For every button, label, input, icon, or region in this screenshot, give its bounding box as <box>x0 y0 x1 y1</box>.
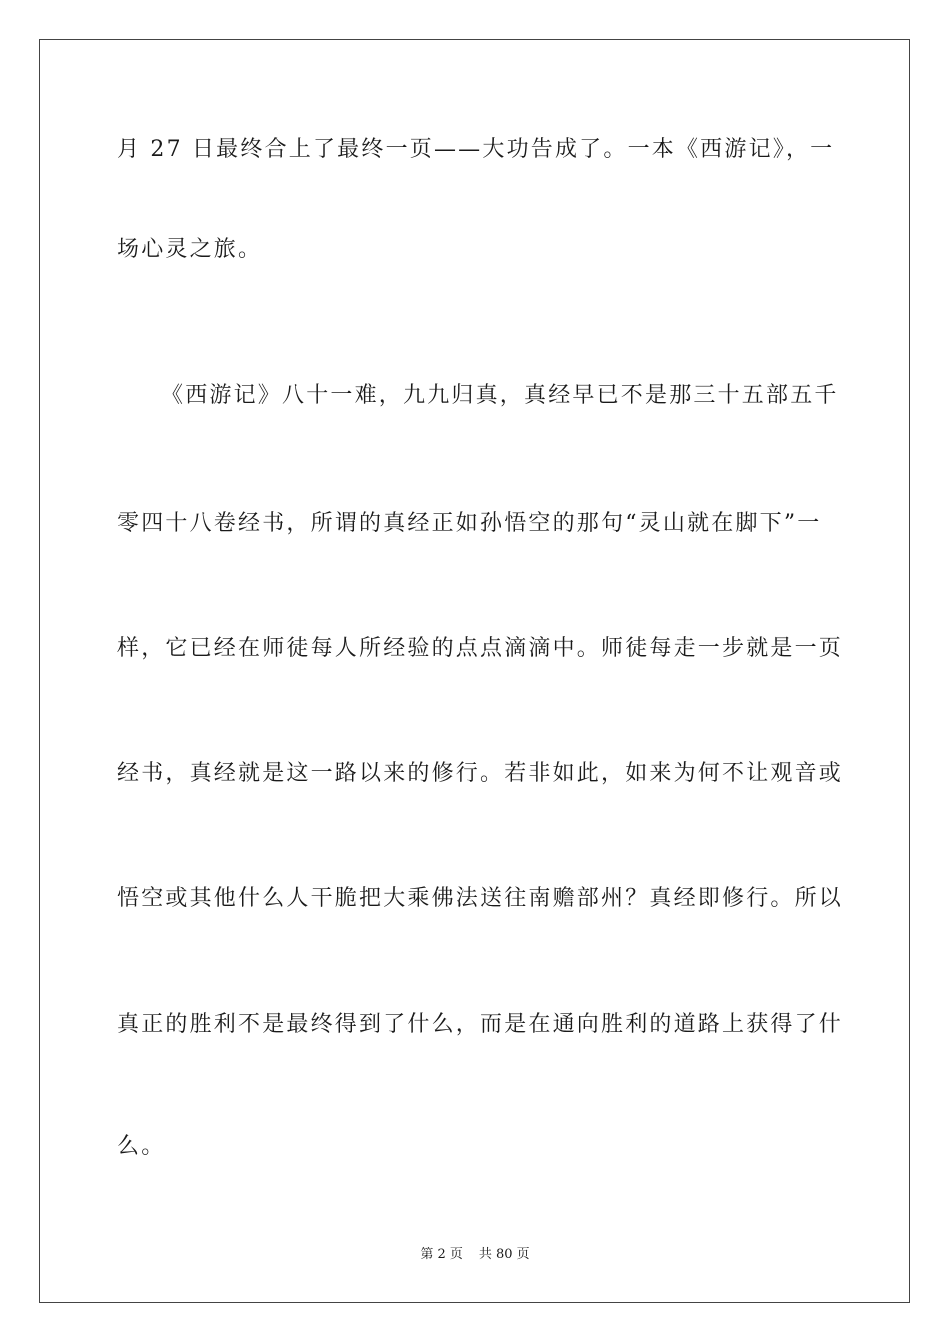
page-footer <box>0 1247 950 1263</box>
text-line: 悟空或其他什么人干脆把大乘佛法送往南赡部州？真经即修行。所以 <box>117 886 844 911</box>
text-line: 经书，真经就是这一路以来的修行。若非如此，如来为何不让观音或 <box>117 761 844 786</box>
page-number: 第 2 页 <box>420 1247 463 1262</box>
text-line: 真正的胜利不是最终得到了什么，而是在通向胜利的道路上获得了什 <box>117 1012 844 1037</box>
text-line: 样，它已经在师徒每人所经验的点点滴滴中。师徒每走一步就是一页 <box>117 636 844 661</box>
page-total: 共 80 页 <box>478 1247 530 1262</box>
text-line: 么。 <box>117 1134 166 1159</box>
page-frame <box>39 39 910 1303</box>
paragraph-first-line: 《西游记》八十一难，九九归真，真经早已不是那三十五部五千 <box>161 383 839 408</box>
text-line: 月 27 日最终合上了最终一页——大功告成了。一本《西游记》，一 <box>117 137 835 162</box>
text-line: 零四十八卷经书，所谓的真经正如孙悟空的那句“灵山就在脚下”一 <box>117 511 822 536</box>
text-line: 场心灵之旅。 <box>117 237 263 262</box>
